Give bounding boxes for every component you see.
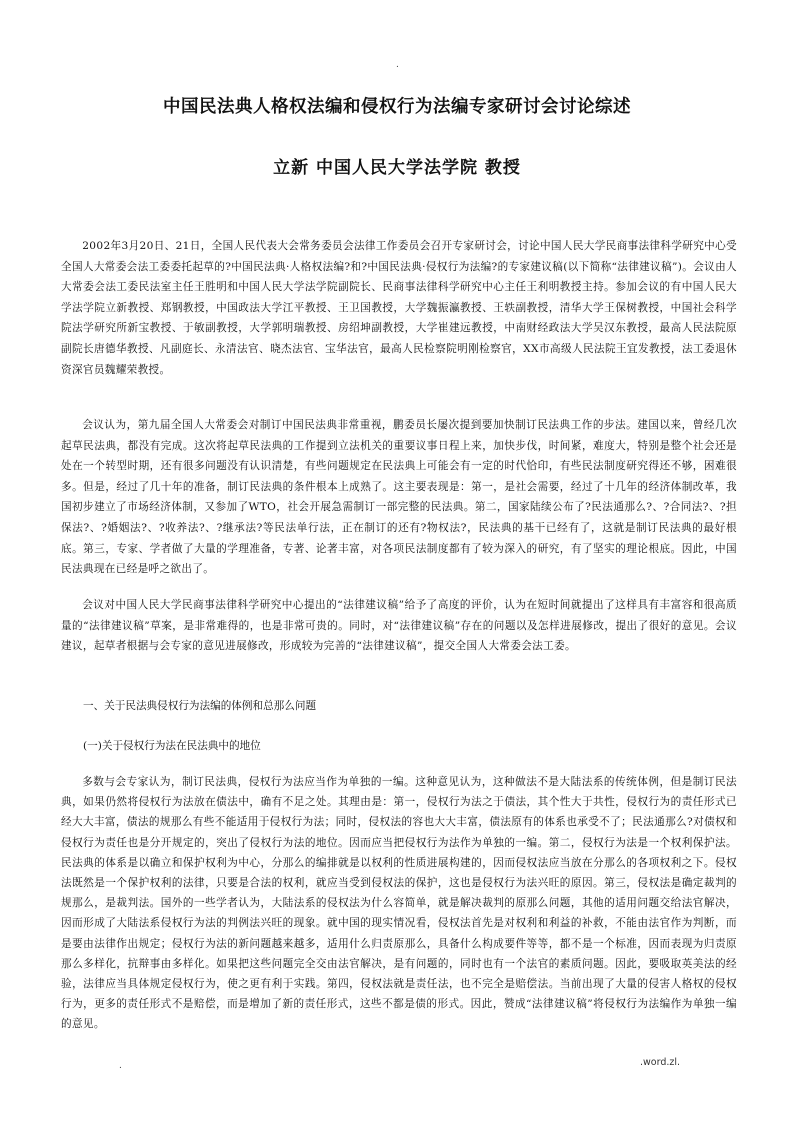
paragraph-meeting-view: 会议认为，第九届全国人大常委会对制订中国民法典非常重视，鹏委员长屡次提到要加快制订民法典工作的步法。建国以来，曾经几次起草民法典，都没有完成。这次将起草民法典的工作提到立法机关的重要议事日程上来，加快步伐，时间紧，难度大，特别是整个社会还是处在一个转型时期，还有很多问题没有认识清楚，有些问题规定在民法典上可能会有一定的时代恰印，有些民法制度研究得还不够，困难很多。但是，经过了几十年的准备，制订民法典的条件根本上成熟了。这主要表现是：第一，是社会需要，经过了十几年的经济体制改革，我国初步建立了市场经济体制，又参加了WTO，社会开展急需制订一部完整的民法典。第二，国家陆续公布了?民法通那么?、?合同法?、?担保法?、?婚姻法?、?收养法?、?继承法?等民法单行法，正在制订的还有?物权法?，民法典的基干已经有了，这就是制订民法典的最好根底。第三，专家、学者做了大量的学理准备，专著、论著丰富，对各项民法制度都有了较为深入的研究，有了坚实的理论根底。因此，中国民法典现在已经是呼之欲出了。 bbox=[61, 419, 737, 576]
footer-dot: . bbox=[119, 1061, 122, 1071]
author-line: 立新 中国人民大学法学院 教授 bbox=[273, 158, 521, 178]
paragraph-evaluation: 会议对中国人民大学民商事法律科学研究中心提出的“法律建议稿”给予了高度的评价，认为在短时间就提出了这样具有丰富容和很高质量的“法律建议稿”草案，是非常难得的，也是非常可贵的。同时，对“法律建议稿”存在的问题以及怎样进展修改，提出了很好的意见。会议建议，起草者根据与会专家的意见进展修改，形成较为完善的“法律建议稿”，提交全国人大常委会法工委。 bbox=[61, 599, 737, 653]
subsection-heading: (一)关于侵权行为法在民法典中的地位 bbox=[83, 740, 261, 752]
section-heading: 一、关于民法典侵权行为法编的体例和总那么问题 bbox=[83, 700, 317, 712]
header-dot: . bbox=[396, 60, 399, 70]
footer-tag: .word.zl. bbox=[640, 1057, 681, 1068]
document-title: 中国民法典人格权法编和侵权行为法编专家研讨会讨论综述 bbox=[163, 97, 631, 117]
paragraph-intro: 2002年3月20日、21日，全国人民代表大会常务委员会法律工作委员会召开专家研讨会，讨论中国人民大学民商事法律科学研究中心受全国人大常委会法工委委托起草的?中国民法典·人格权法编?和?中国民法典·侵权行为法编?的专家建议稿(以下简称“法律建议稿”)。会议由人大常委会法工委民法室主任王胜明和中国人民大学法学院副院长、民商事法律科学研究中心主任王利明教授主持。参加会议的有中国人民大学法学院立新教授、郑钢教授，中国政法大学江平教授、王卫国教授，大学魏振瀛教授、王轶副教授，清华大学王保树教授，中国社会科学院法学研究所新宝教授、于敏副教授，大学郭明瑞教授、房绍坤副教授，大学崔建远教授，中南财经政法大学吴汉东教授，最高人民法院原副院长唐德华教授、凡副庭长、永清法官、晓杰法官、宝华法官，最高人民检察院明刚检察官，XX市高级人民法院王宜发教授，法工委退休资深官员魏耀荣教授。 bbox=[61, 240, 737, 376]
paragraph-tort-law-status: 多数与会专家认为，制订民法典，侵权行为法应当作为单独的一编。这种意见认为，这种做法不是大陆法系的传统体例，但是制订民法典，如果仍然将侵权行为法放在债法中，确有不足之处。其理由是：第一，侵权行为法之于债法，其个性大于共性，侵权行为的责任形式已经大大丰富，债法的规那么有些不能适用于侵权行为法；同时，侵权法的容也大大丰富，债法原有的体系也承受不了；民法通那么?对债权和侵权行为责任也是分开规定的，突出了侵权行为法的地位。因而应当把侵权行为法作为单独的一编。第二，侵权行为法是一个权利保护法。民法典的体系是以确立和保护权利为中心，分那么的编排就是以权利的性质进展构建的，因而侵权法应当放在分那么的各项权利之下。侵权法既然是一个保护权利的法律，只要是合法的权利，就应当受到侵权法的保护，这也是侵权行为法兴旺的原因。第三，侵权法是确定裁判的规那么，是裁判法。国外的一些学者认为，大陆法系的侵权法为什么容简单，就是解决裁判的原那么问题，其他的适用问题交给法官解决，因而形成了大陆法系侵权行为法的判例法兴旺的现象。就中国的现实情况看，侵权法首先是对权利和利益的补救，不能由法官作为判断，而是要由法律作出规定；侵权行为法的新问题越来越多，适用什么归责原那么，具备什么构成要件等等，都不是一个标准，因而表现为归责原那么多样化，抗辩事由多样化。如果把这些问题完全交由法官解决，是有问题的，同时也有一个法官的素质问题。因此，要吸取英美法的经验，法律应当具体规定侵权行为，使之更有利于实践。第四，侵权法就是责任法，也不完全是赔偿法。当前出现了大量的侵害人格权的侵权行为，更多的责任形式不是赔偿，而是增加了新的责任形式，这些不都是债的形式。因此，赞成“法律建议稿”将侵权行为法编作为单独一编的意见。 bbox=[61, 776, 737, 1031]
